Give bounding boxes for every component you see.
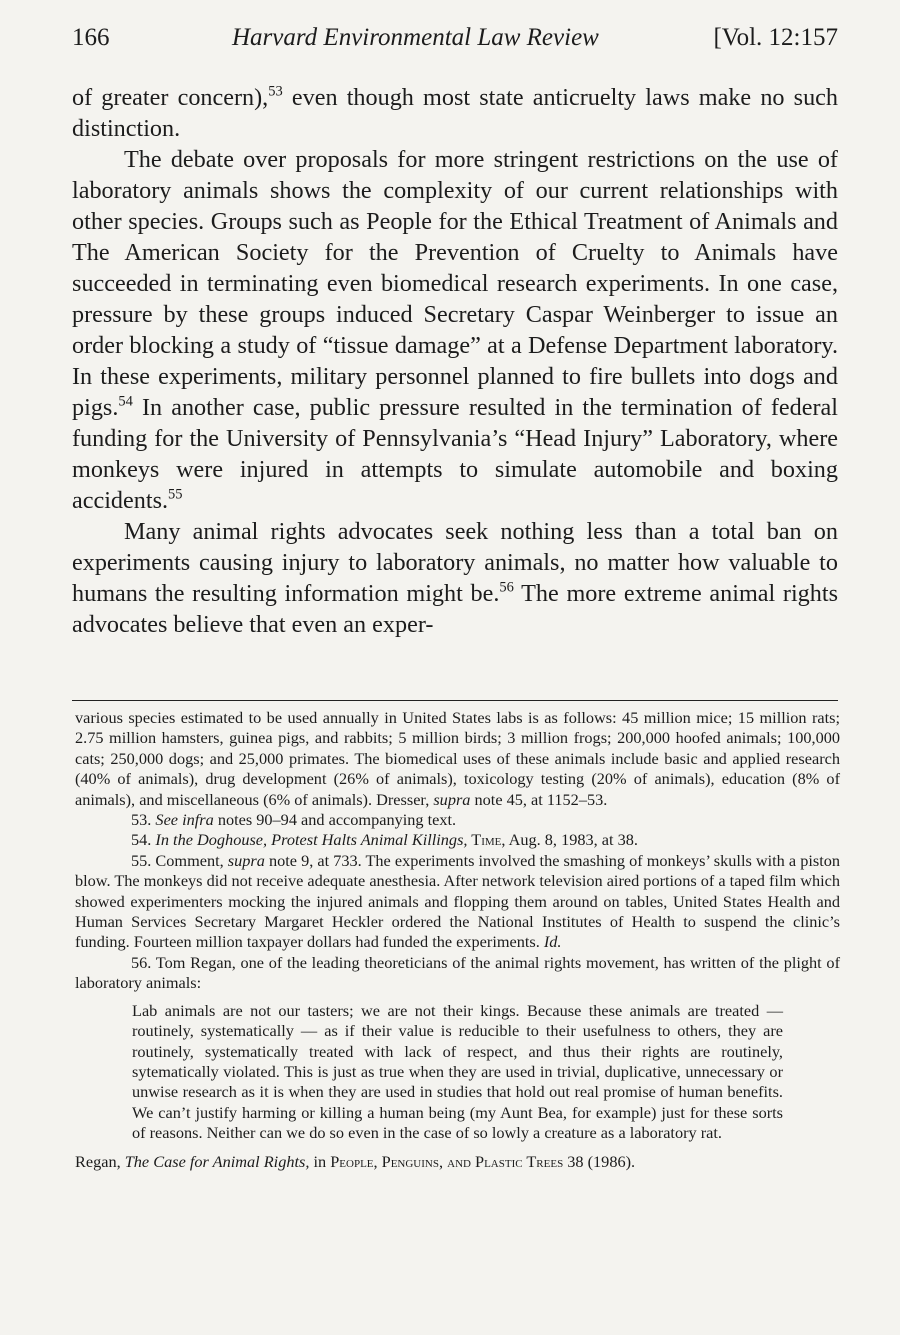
- footnote-ref-56[interactable]: 56: [499, 579, 514, 596]
- quote-source: [75, 1152, 840, 1172]
- paragraph-3: [72, 516, 838, 640]
- text-run: Regan,: [75, 1151, 125, 1171]
- italic-run: The Case for Animal Rights,: [124, 1151, 310, 1171]
- footnote-ref-53[interactable]: 53: [268, 83, 283, 100]
- footnote-number: 54.: [131, 830, 156, 850]
- text-run: even though most state anticruelty laws make no such distinction.: [72, 84, 838, 142]
- small-caps-run: Time: [467, 830, 502, 850]
- text-run: various species estimated to be used annually in United States labs is as follows: 45 million mice; 15 million rats; 2.75 million hamsters, guinea pigs, and rabbits; 5 million birds; 3 million frogs; 200,000 hoofed animals; 100,000 cats; 250,000 dogs; and 25,000 primates. The biomedical uses of these animals include basic and applied research (40% of animals), drug development (26% of animals), toxicology testing (20% of animals), education (8% of animals), and miscellaneous (6% of animals). Dresser,: [75, 708, 840, 809]
- text-run: , Aug. 8, 1983, at 38.: [501, 830, 638, 850]
- text-run: The more extreme animal rights advocates believe that even an exper-: [72, 580, 839, 638]
- footnote-55: [75, 851, 840, 953]
- italic-run: Id.: [543, 932, 562, 952]
- footnote-53: [75, 810, 840, 830]
- block-quote: Lab animals are not our tasters; we are not their kings. Because these animals are treated — routinely, systematically — as if their value is reducible to their usefulness to others, they are routinely, systematically treated with lack of respect, and thus their rights are routinely, sytematically violated. This is just as true when they are used in trivial, duplicative, unnecessary or unwise research as it is when they are used in studies that hold out real promise of human benefits. We can’t justify harming or killing a human being (my Aunt Bea, for example) just for these sorts of reasons. Neither can we do so even in the case of so lowly a creature as a laboratory rat.: [132, 1000, 783, 1143]
- text-run: 55. Comment,: [131, 850, 228, 870]
- text-run: The debate over proposals for more stringent restrictions on the use of laboratory animals shows the complexity of our current relationships with other species. Groups such as People for the Ethical Treatment of Animals and The American Society for the Prevention of Cruelty to Animals have succeeded in terminating even biomedical research experiments. In one case, pressure by these groups induced Secretary Caspar Weinberger to issue an order blocking a study of “tissue damage” at a Defense Department laboratory. In these experiments, military personnel planned to fire bullets into dogs and pigs.: [72, 146, 838, 421]
- footnote-number: 53.: [131, 810, 156, 830]
- text-run: in: [309, 1151, 331, 1171]
- text-run: note 45, at 1152–53.: [470, 789, 608, 809]
- footnote-continuation: [75, 708, 840, 810]
- footnote-divider: [72, 700, 838, 701]
- footnotes: [75, 708, 840, 1172]
- paragraph-1: [72, 82, 838, 144]
- page-number: 166: [72, 24, 110, 51]
- text-run: of greater concern),: [72, 84, 269, 111]
- text-run: note 9, at 733. The experiments involved the smashing of monkeys’ skulls with a piston blow. The monkeys did not receive adequate anesthesia. After network television aired portions of a taped film which showed experimenters mocking the injured animals and flopping them around on tables, United States Health and Human Services Secretary Margaret Heckler ordered the National Institutes of Health to suspend the clinic’s funding. Fourteen million taxpayer dollars had funded the experiments.: [75, 850, 841, 952]
- main-text: [72, 82, 838, 640]
- footnote-ref-54[interactable]: 54: [118, 393, 133, 410]
- running-header: [72, 24, 838, 58]
- journal-title: Harvard Environmental Law Review: [232, 24, 599, 51]
- footnote-54: [75, 830, 840, 850]
- small-caps-run: People, Penguins, and Plastic Trees: [330, 1151, 564, 1171]
- paragraph-2: [72, 144, 838, 516]
- text-run: In another case, public pressure resulted in the termination of federal funding for the University of Pennsylvania’s “Head Injury” Laboratory, where monkeys were injured in attempts to simulate automobile and boxing accidents.: [72, 394, 838, 514]
- italic-run: In the Doghouse, Protest Halts Animal Killings,: [155, 830, 468, 850]
- italic-run: See infra: [155, 810, 214, 830]
- footnote-ref-55[interactable]: 55: [168, 486, 183, 503]
- italic-run: supra: [227, 850, 265, 870]
- text-run: 38 (1986).: [563, 1151, 636, 1171]
- text-run: notes 90–94 and accompanying text.: [213, 810, 457, 830]
- footnote-56: 56. Tom Regan, one of the leading theoreticians of the animal rights movement, has written of the plight of laboratory animals:: [75, 952, 840, 993]
- volume-citation: [Vol. 12:157: [713, 24, 838, 51]
- text-run: Many animal rights advocates seek nothing less than a total ban on experiments causing injury to laboratory animals, no matter how valuable to humans the resulting information might be.: [72, 518, 838, 607]
- italic-run: supra: [433, 789, 471, 809]
